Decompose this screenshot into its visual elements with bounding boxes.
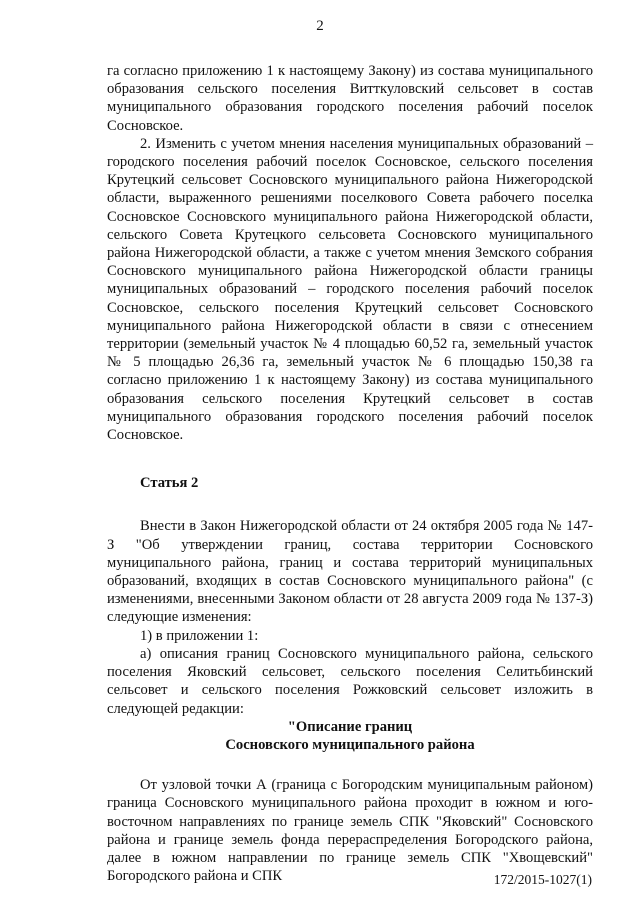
article-intro-paragraph: Внести в Закон Нижегородской области от 24 октября 2005 года № 147-З "Об утверждении границ, состава территории Сосновского муниципального района, границ и состава территорий муниципальных образований, входящих в состав Сосновского муниципального района" (с изменениями, внесенными Законом области от 28 августа 2009 года № 137-З) следующие изменения: <box>107 518 593 626</box>
article-subitem-1: 1) в приложении 1: <box>140 627 259 644</box>
article-subitem-a: а) описания границ Сосновского муниципального района, сельского поселения Яковский сельсовет, сельского поселения Селитьбинский сельсовет и сельского поселения Рожковский сельсовет изложить в следующей редакции: <box>107 645 593 717</box>
page-number: 2 <box>316 18 324 34</box>
paragraph-item-2: 2. Изменить с учетом мнения населения муниципальных образований – городского поселения рабочий поселок Сосновское, сельского поселения Крутецкий сельсовет Сосновского муниципального района Нижегородской области, выраженного решениями поселкового Совета рабочего поселка Сосновское Сосновского муниципального района Нижегородской области, сельского Совета Крутецкого сельсовета Сосновского муниципального района Нижегородской области, а также с учетом мнения Земского собрания Сосновского муниципального района Нижегородской области границы муниципальных образований – городского поселения рабочий поселок Сосновское, сельского поселения Крутецкий сельсовет Сосновского муниципального района Нижегородской области в связи с отнесением территории (земельный участок № 4 площадью 60,52 га, земельный участок № 5 площадью 26,36 га, земельный участок № 6 площадью 150,38 га согласно приложению 1 к настоящему Закону) из состава муниципального образования сельского поселения Крутецкий сельсовет в состав муниципального образования городского поселения рабочий поселок Сосновское. <box>107 135 593 444</box>
section-heading-line-2: Сосновского муниципального района <box>225 736 475 753</box>
paragraph-continuation: га согласно приложению 1 к настоящему Закону) из состава муниципального образования сельского поселения Витткуловский сельсовет в состав муниципального образования городского поселения рабочий поселок Сосновское. <box>107 63 593 134</box>
section-heading-line-1: "Описание границ <box>287 718 413 735</box>
document-body <box>107 62 593 885</box>
document-code: 172/2015-1027(1) <box>493 872 592 887</box>
boundary-description-paragraph: От узловой точки А (граница с Богородским муниципальным районом) граница Сосновского муниципального района проходит в южном и юго-восточном направлениях по границе земель СПК "Яковский" Сосновского района и границе земель фонда перераспределения Богородского района, далее в южном направлении по границе земель СПК "Хвощевский" Богородского района и СПК <box>107 777 593 885</box>
article-title: Статья 2 <box>140 475 199 492</box>
